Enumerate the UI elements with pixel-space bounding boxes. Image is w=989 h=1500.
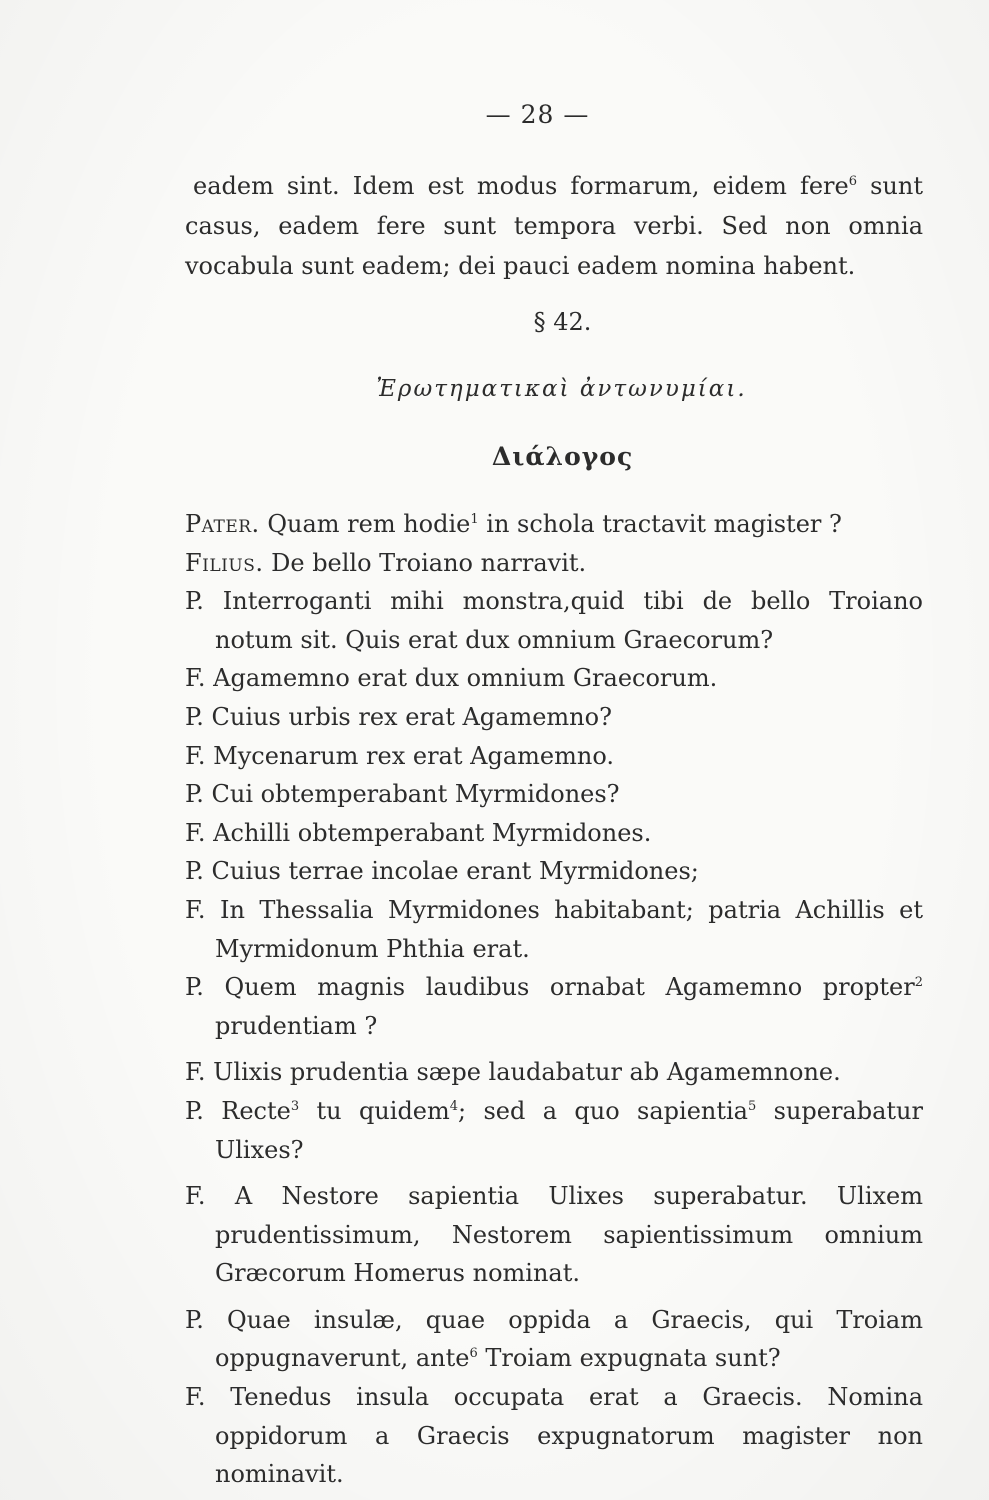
dialogue-line bbox=[185, 1092, 923, 1169]
text-run: In Thessalia Myrmidones habitabant; patria Achillis et Myrmidonum Phthia erat. bbox=[205, 895, 923, 963]
text-run: A Nestore sapientia Ulixes superabatur. Ulixem prudentissimum, Nestorem sapientissimum omnium Græcorum Homerus nominat. bbox=[205, 1182, 923, 1288]
dialogue-line bbox=[185, 698, 923, 737]
dialogue-line bbox=[185, 582, 923, 659]
footnote-marker: 5 bbox=[747, 1098, 757, 1114]
speaker-label: F. bbox=[185, 818, 206, 847]
text-run: Agamemno erat dux omnium Graecorum. bbox=[205, 664, 718, 693]
text-run: prudentiam ? bbox=[215, 1011, 378, 1040]
dialogue-line bbox=[185, 1301, 923, 1378]
text-run: Cuius urbis rex erat Agamemno? bbox=[203, 702, 612, 731]
speaker-label: Filius. bbox=[185, 548, 264, 577]
dialogue-line bbox=[185, 737, 923, 776]
speaker-label: P. bbox=[185, 973, 204, 1002]
speaker-label: P. bbox=[185, 1305, 204, 1334]
text-run: Quem magnis laudibus ornabat Agamemno propter bbox=[203, 973, 915, 1002]
text-run: ; sed a quo sapientia bbox=[458, 1096, 748, 1125]
speaker-label: F. bbox=[185, 664, 206, 693]
text-run: Ulixis prudentia sæpe laudabatur ab Agamemnone. bbox=[205, 1058, 841, 1087]
dialogue-line bbox=[185, 505, 923, 544]
dialogue-line bbox=[185, 659, 923, 698]
text-run: eadem sint. Idem est modus formarum, eidem fere bbox=[193, 172, 849, 200]
speaker-label: F. bbox=[185, 1383, 206, 1412]
text-run: Recte bbox=[203, 1096, 291, 1125]
dialogue-line bbox=[185, 1177, 923, 1293]
text-run: superabatur Ulixes? bbox=[215, 1096, 923, 1164]
speaker-label: P. bbox=[185, 1096, 204, 1125]
footnote-marker: 6 bbox=[469, 1346, 478, 1362]
text-run: tu quidem bbox=[299, 1096, 450, 1125]
page-number: — 28 — bbox=[485, 100, 590, 129]
speaker-label: P. bbox=[185, 780, 204, 809]
text-run: Cuius terrae incolae erant Myrmidones; bbox=[203, 857, 699, 886]
dialogue-line bbox=[185, 852, 923, 891]
footnote-marker: 3 bbox=[290, 1098, 300, 1114]
footnote-marker: 4 bbox=[449, 1098, 459, 1114]
text-run: Interroganti mihi monstra,quid tibi de bello Troiano notum sit. Quis erat dux omnium Graecorum? bbox=[203, 587, 923, 654]
speaker-label: F. bbox=[185, 741, 206, 770]
text-run: in schola tractavit magister ? bbox=[478, 510, 842, 538]
dialogue-heading: Διάλογος bbox=[491, 442, 634, 471]
dialogue-line bbox=[185, 1053, 923, 1092]
dialogue-line bbox=[185, 968, 923, 1045]
dialogue bbox=[185, 505, 923, 1494]
footnote-marker: 1 bbox=[470, 512, 479, 527]
speaker-label: Pater. bbox=[185, 510, 260, 538]
dialogue-line bbox=[185, 814, 923, 853]
speaker-label: F. bbox=[185, 1182, 206, 1211]
text-run: Cui obtemperabant Myrmidones? bbox=[203, 780, 620, 809]
dialogue-line bbox=[185, 1378, 923, 1494]
text-run: Achilli obtemperabant Myrmidones. bbox=[205, 818, 652, 847]
text-run: Troiam expugnata sunt? bbox=[477, 1344, 781, 1373]
intro-paragraph bbox=[185, 166, 923, 286]
dialogue-line bbox=[185, 775, 923, 814]
footnote-marker: 2 bbox=[914, 975, 923, 991]
speaker-label: P. bbox=[185, 587, 204, 616]
text-run: Tenedus insula occupata erat a Graecis. Nomina oppidorum a Graecis expugnatorum magister non nominavit. bbox=[205, 1383, 923, 1489]
footnote-marker: 6 bbox=[848, 174, 858, 189]
text-run: Mycenarum rex erat Agamemno. bbox=[205, 741, 614, 770]
text-run: Quae insulæ, quae oppida a Graecis, qui Troiam oppugnaverunt, ante bbox=[203, 1305, 923, 1373]
speaker-label: F. bbox=[185, 895, 206, 924]
section-number: § 42. bbox=[533, 308, 592, 336]
speaker-label: P. bbox=[185, 857, 204, 886]
text-run: sunt casus, eadem fere sunt tempora verbi. Sed non omnia vocabula sunt eadem; dei pauci eadem nomina habent. bbox=[185, 172, 923, 280]
dialogue-line bbox=[185, 891, 923, 968]
speaker-label: P. bbox=[185, 702, 204, 731]
text-run: Quam rem hodie bbox=[259, 510, 471, 538]
text-run: De bello Troiano narravit. bbox=[263, 548, 587, 577]
greek-heading: Ἐρωτηματικαὶ ἀντωνυμίαι. bbox=[376, 376, 747, 402]
speaker-label: F. bbox=[185, 1058, 206, 1087]
dialogue-line bbox=[185, 544, 923, 583]
